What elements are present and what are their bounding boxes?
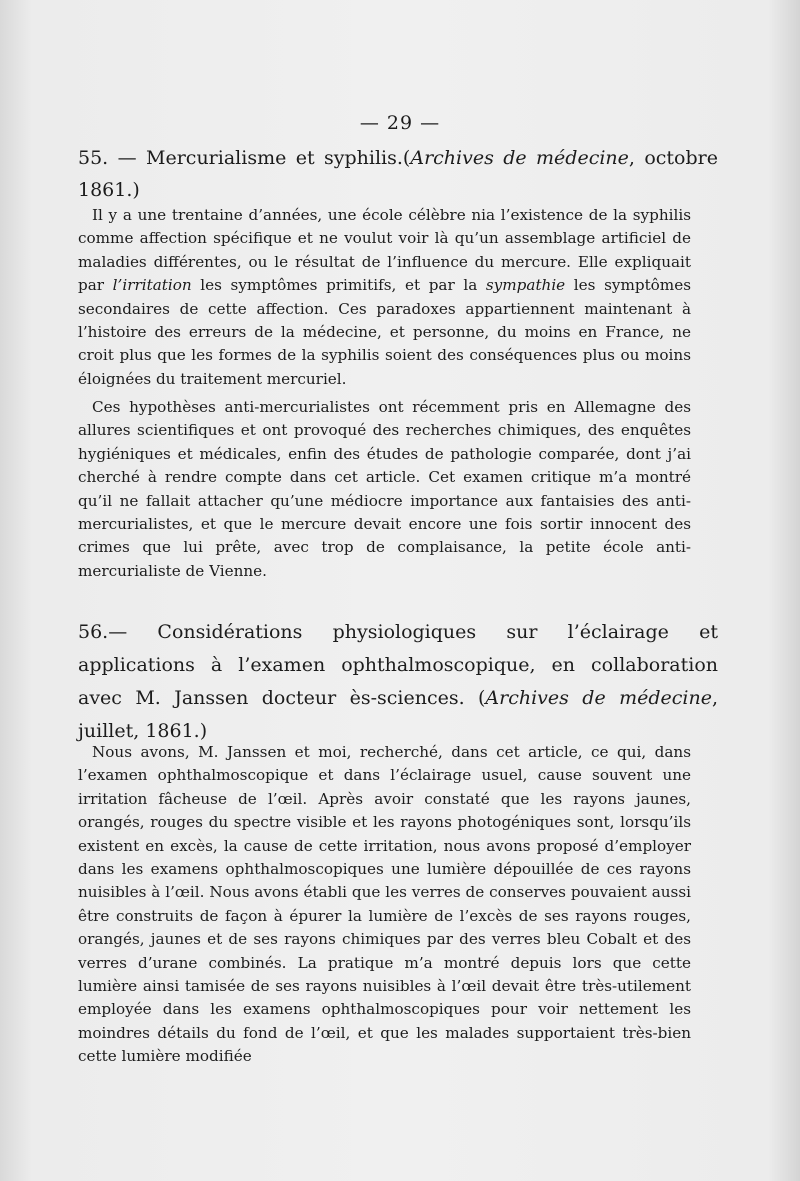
entry-55-title: 55. — Mercurialisme et syphilis. (78, 147, 403, 169)
entry-56-source-date: , juillet, 1861.) (78, 687, 718, 742)
entry-56-source-journal: Archives de médecine (485, 687, 712, 709)
entry-55-p1-italic-irritation: l’irritation (112, 276, 192, 295)
entry-55-p1-text-c: les symptômes secondaires de cette affection. Ces paradoxes appartiennent maintenant à l’histoire des erreurs de la médecine, et personne, du moins en France, ne croit plus que les formes de la syphilis soient des conséquences plus ou moins éloignées du traitement mercuriel. (78, 276, 691, 388)
entry-55-p1-italic-sympathie: sympathie (485, 276, 566, 295)
entry-55-p1-text-b: les symptômes primitifs, et par la (191, 276, 486, 295)
entry-55-source-date: , octobre 1861.) (78, 147, 718, 201)
entry-55-paragraph-1 (78, 204, 691, 391)
entry-55-paragraph-2: Ces hypothèses anti-mercurialistes ont récemment pris en Allemagne des allures scientifiques et ont provoqué des recherches chimiques, des enquêtes hygiéniques et médicales, enfin des études de pathologie comparée, dont j’ai cherché à rendre compte dans cet article. Cet examen critique m’a montré qu’il ne fallait attacher qu’une médiocre importance aux fantaisies des anti-mercurialistes, et que le mercure devait encore une fois sortir innocent des crimes que lui prête, avec trop de complaisance, la petite école anti-mercurialiste de Vienne. (78, 398, 691, 580)
entry-56-title: 56.— Considérations physiologiques sur l’éclairage et applications à l’examen ophthalmoscopique, en collaboration avec M. Janssen docteur ès-sciences. (78, 621, 718, 709)
entry-55-p1-text-a: Il y a une trentaine d’années, une école célèbre nia l’existence de la syphilis comme affection spécifique et ne voulut voir là qu’un assemblage artificiel de maladies différentes, ou le résultat de l’influence du mercure. Elle expliquait par (78, 206, 691, 295)
entry-55-source-open: ( (402, 147, 411, 169)
page-number: — 29 — (359, 112, 441, 134)
entry-56-heading (78, 616, 718, 748)
entry-56-source-open: ( (464, 687, 486, 709)
entry-55-source-journal: Archives de médecine (410, 147, 629, 169)
entry-56-paragraph-1: Nous avons, M. Janssen et moi, recherché, dans cet article, ce qui, dans l’examen ophthalmoscopique et dans l’éclairage usuel, cause souvent une irritation fâcheuse de l’œil. Après avoir constaté que les rayons jaunes, orangés, rouges du spectre visible et les rayons photogéniques sont, lorsqu’ils existent en excès, la cause de cette irritation, nous avons proposé d’employer dans les examens ophthalmoscopiques une lumière dépouillée de ces rayons nuisibles à l’œil. Nous avons établi que les verres de conserves pouvaient aussi être construits de façon à épurer la lumière de l’excès de ses rayons rouges, orangés, jaunes et de ses rayons chimiques par des verres bleu Cobalt et des verres d’urane combinés. La pratique m’a montré depuis lors que cette lumière ainsi tamisée de ses rayons nuisibles à l’œil devait être très-utilement employée dans les examens ophthalmoscopiques pour voir nettement les moindres détails du fond de l’œil, et que les malades supportaient très-bien cette lumière modifiée (78, 743, 691, 1066)
entry-55-heading (78, 142, 718, 206)
